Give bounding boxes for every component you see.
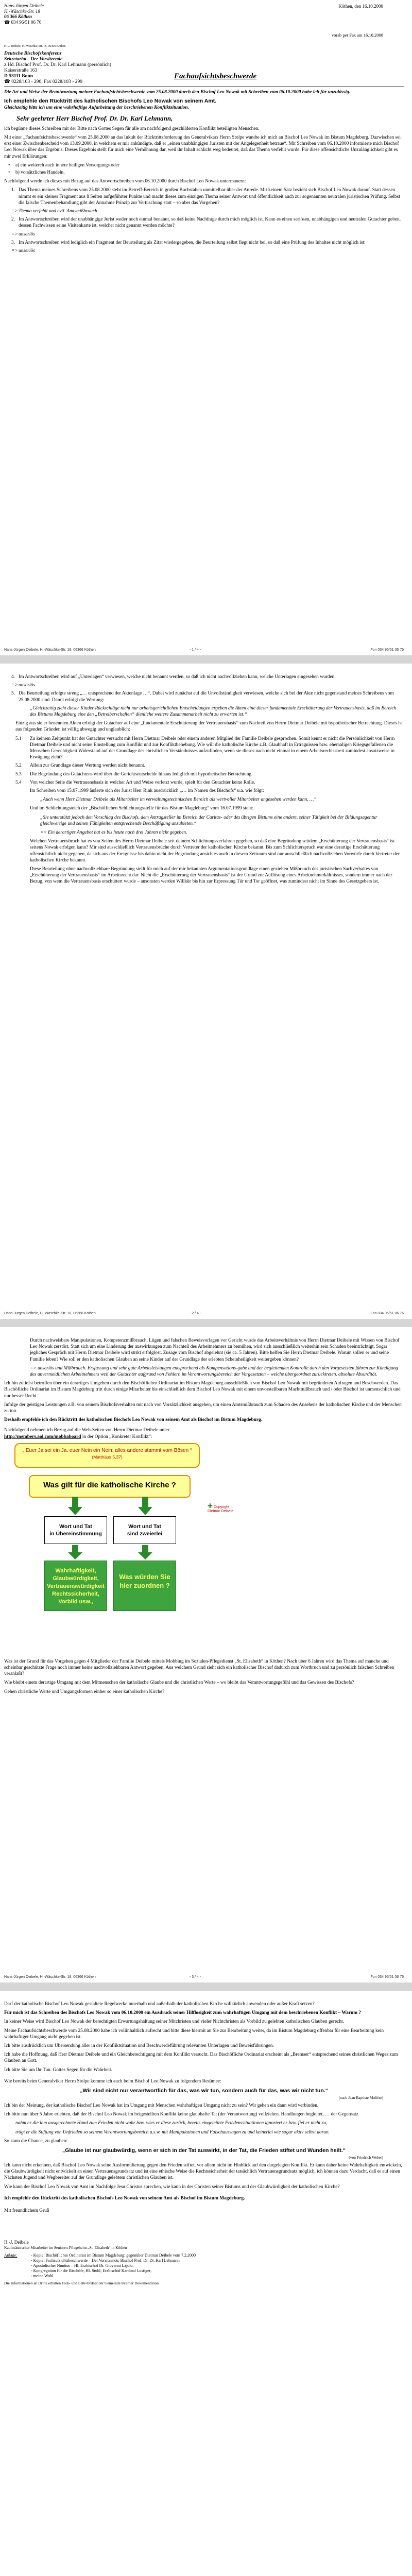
list-item: => Thema verfehlt und evtl. Amtsmißbrauch [11,209,97,214]
paragraph: Im Schreiben vom 15.07.1999 äußerte sich der Jurist Herr Rink ausdrücklich „… im Namen des Bischofs“ u.a. wie folgt: [30,788,264,794]
question-box: Was gilt für die katholische Kirche ? [29,1475,191,1498]
paragraph: So kann die Chance, zu glauben: [4,2138,67,2144]
list-item: => unseriös [11,248,35,254]
paragraph: Welchen Vertrauensbruch hat es von Seiten des Herrn Dietmar Deibele seit deinem Schlichtungsverfahren gegeben, so daß eine Begründung seitdem „Erschütterung der Vertrauensbasis“ ist seitens Nowak erfolgen kann? Mir sind ausschließlich Vertrauensbrüche durch Vertreter der katholischen Kirche bekannt. Bis zum Schlichterspruch war eine derartige Erschütterung offensichtlich nicht gegeben, da sich aus der Ereignisse bis dahin nicht der Begründung ansichtes auch in diesem Zeitraum sind nur ausschließlich nachvollziehen Vorwürfe durch Vertreter der katholischen Kirche bekannt. [30,839,400,863]
paragraph: trägt er die Stiftung von Unfrieden so seinem Verantwortungsbereich u.s.w. mit Manipulationen und Falschaussagen zu und keinerlei wie sogar aktiv selbst daran. [15,2129,330,2135]
page-2: 4. Im Antwortschreiben wird auf „Unterlagen“ verwiesen, welche nicht benannt werden, so daß ich nicht nachvollziehen kann, welche Unterlagen eingesehen wurden. => unseriös 5. Die Beurteilung erfolgte streng „… entsprechend der Aktenlage …“. Dabei wird zunächst auf die Unvollständigkeit verwiesen, welche sich bei der Akte nicht gegenstand meines Schreibens vom 25.08.2000 sind. Damit erfolgt die Wertung: „Gleichzeitig zieht dieser Kinder Rückschläge nicht nur arbeitsgerichtlichen Entscheidungen ergeben die Akten eine dieser fundamentale Erschütterung der Vertrauensbasis, daß im Bereich des Bistums Magdeburg eine den „Betreiberschaften“ dienliche weitere Zusammenarbeit nicht zu erwarten ist.“ Einzig aus sieler benennten Akten erfolgt der Gutachter auf eine „fundamentale Erschütterung der Vertrauensbasis“ zum Nachteil von Herrn Dietmar Deibele mit hypothetischer Betrachtung. Dieses ist aus folgenden Gründen ist völlig abwegig und unglaublich: 5.1 Zu keinem Zeitpunkt hat der Gutachter versucht mit Herrn Dietmar Deibele oder einem anderen Mitglied der Familie Deibele gesprochen. Somit kennt er nicht die Persönlichkeit von Herrn Dietmar Deibele und nicht seine Einstellung zum Konflikt und zur Konfliktbehebung. Wie will die katholische Kirche z.B. Glaubhaft in Ertragnissen bzw. ehemaligen Kriegsgefallenen die Menschen Gerechtigkeit Widerstand auf der Grundlage des christlichen Verständnisses aufzufinden, wenn sie dieses nach nicht einmal in einem Arbeitsrechtsstreit zumindest ansatzweise in Erwägung zieht? 5.2 Allein zur Grundlage dieser Wertung werden nicht benannt. 5.3 Die Begründung des Gutachtens wird über die Gerichtsentscheide hinaus lediglich mit hypothetischer Betrachtung. 5.4 Von welcher Seite die Vertrauensbasis in welcher Art und Weise verletzt wurde, spielt für den Gutachter keine Rolle. Im Schreiben vom 15.07.1999 äußerte sich der Jurist Herr Rink ausdrücklich „… im Namen des Bischofs“ u.a. wie folgt: „Auch wenn Herr Dietmar Deibele als Mitarbeiter im verwaltungstechnischen Bereich als wertvoller Mitarbeiter angesehen werden kann, …“ Und im Schlichtungsteich der „Bischöflichen Schlichtungsstelle für das Bistum Magdeburg“ vom 16.07.1999 steht: „Sie unterstützt jedoch den Vorschlag des Bischofs, dem Antragsteller im Bereich der Caritas- oder des übrigen Bistums eine andere, seiner Tätigkeit bei der Bildungsagentur gleichwertige und seinen Fähigkeiten entsprechende Beschäftigung anzubieten.“ => Ein derartiges Angebot hat es bis heute nach drei Jahren nicht gegeben. Welchen Vertrauensbruch hat es von Seiten des Herrn Dietmar Deibele seit deinem Schlichtungsverfahren gegeben, so daß eine Begründung seitdem „Erschütterung der Vertrauensbasis“ ist seitens Nowak erfolgen kann? Mir sind ausschließlich Vertrauensbrüche durch Vertreter der katholischen Kirche bekannt. Bis zum Schlichterspruch war eine derartige Erschütterung offensichtlich nicht gegeben, da sich aus der Ereignisse bis dahin nicht der Begründung ansichtes auch in diesem Zeitraum sind nur ausschließlich nachvollziehen Vorwürfe durch Vertreter der katholischen Kirche bekannt. Diese Beurteilung ohne nachvollziehbare Begründung stellt für mich auf der mir bekannten Argumentationsgrundlage einen gezielten Mißbrauch des juristischen Sachverhaltes von „Erschütterung der Vertrauensbasis“ im Arbeitsrecht dar. Nicht die „Erschütterung der Vertrauensbasis“ ist der Grund zur Auflösung eines Arbeitnehmerkältnisses, sondern immer nach der Bezug, von wem die Vertrauensbasis erschüttert wurde – ansonsten werden Willkür bis hin zur Erpressung Tür und Tor geöffnet, was zumindest nicht im Sinne des Gesetzgebers ist. Hans-Jürgen Deibele, H.-Wäschke-Str. 18, 06366 Köthen - 2 / 4 - Fon 034 96/51 06 76 [0,664,412,1319]
list-item: 1. Das Thema meines Schreibens vom 25.08.2000 steht im Betreff-Bereich in großen Buchstaben unmittelbar über der Anrede. Mit keinem Satz bezieht sich Bischof Leo Nowak darauf. Statt dessen nimmt er ein kleines Fragment aus 8 Seiten aufgeführter Punkte und macht dieses zum einzigen Thema seiner Antwort und öffentlichkeit auch zur sogenannten neutralen juristischen Prüfung. Selbst die falsche Themenbehandlung gibt der Annahme Prinzip zur Vertuschung statt – so aber das Vorgehen? [11,188,400,206]
list-item: - meine Wohl [31,2274,54,2279]
doc-title: Fachaufsichtsbeschwerde [174,72,257,80]
paragraph: nahm er die ihm ausgerechnete Hand zum Frieden nicht wahr bzw. wies er diese zurück, bereits eingeleitete Friedenssituationen ignoriert er bzw. fiel er nicht zu, [15,2121,328,2126]
list-item: 2. Im Antwortschreiben wird der unabhängige Jurist weder noch einmal benannt, so daß keine Nachfrage durch mich möglich ist. Kann es einen seriösen, unabhängigen und neutralen Gutachter geben, dessen Fachwissen seine Visitenkarte ist, welcher nicht genannt werden möchte? [11,217,401,229]
list-item: 5.2 Allein zur Grundlage dieser Wertung werden nicht benannt. [15,763,145,769]
paragraph: Nachfolgend werde ich dieses mit Bezug auf das Antwortschreiben vom 06.10.2000 durch Bischof Leo Nowak untermauern: [4,179,246,184]
list-item: - Kopie: Fachaufsichtsbeschwerde – Der Vorsitzende, Bischof Prof. Dr. Dr. Karl Lehmann [31,2258,180,2263]
paragraph: Diese Beurteilung ohne nachvollziehbare Begründung stellt für mich auf der mir bekannten Argumentationsgrundlage einen gezielten Mißbrauch des juristischen Sachverhaltes von „Erschütterung der Vertrauensbasis“ im Arbeitsrecht dar. Nicht die „Erschütterung der Vertrauensbasis“ ist der Grund zur Auflösung eines Arbeitnehmerkältnisses, sondern immer nach der Bezug, von wem die Vertrauensbasis erschüttert wurde – ansonsten werden Willkür bis hin zur Erpressung Tür und Tor geöffnet, was zumindest nicht im Sinne des Gesetzgebers ist. [30,867,392,885]
list-item: - Kopie: Bischöfliches Ordinariat im Bistum Magdeburg: gegenüber Dietmar Deibele vom 7.2.2000 [31,2253,196,2258]
paragraph: Gehen christliche Werte und Umgangsformen einher so einer katholischen Kirche? [4,1689,165,1694]
sender-phone: ☎ 034 96/51 06 76 [4,19,42,25]
enclosures [4,2253,404,2279]
sender-city: 06 366 Köthen [4,14,32,19]
paragraph: Wie bleibt einem derartige Umgang mit dem Mitmenschen der katholische Glaube und die christlichen Werte – wo bleibt das Verantwortungsgefühl und das Gewissen des Bischofs? [4,1680,354,1686]
arrow-left-down-icon [68,1545,82,1560]
list-item: • a) ein weiterch auch innere heiligen Versorgungs oder [4,162,404,168]
quote-source: (nach Jean Baptiste Molière) [338,2095,383,2100]
signature-sub: Kaufmännischer Mitarbeiter im Senioren-Pflegeheim „St. Elisabeth“ in Köthen [4,2245,127,2250]
sender-name: Hans-Jürgen Deibele [4,3,44,8]
fax-note: vorab per Fax am 16.10.2000 [331,32,383,38]
signature-name: H.-J. Deibele [4,2240,29,2245]
copyright-icon: ✚ [208,1502,213,1510]
bullet-list [4,162,404,176]
page-3: Durch nachweisbare Manipulationen, Kompetenzmißbrauch, Lügen und falschen Beweisvorlagen vor Gericht wurde das Arbeitsverhältnis von Herrn Dietmar Deibele mit Wissen von Bischof Leo Nowak zerstört. Statt sich um eine Linderung der auswirkungen zum Nachteil des Arbeitnehmers zu bemühen, wird sich ausschließlich weiterhin sein Schaden beeinträchtigt. Sogar jegliches Gespräch mit Herrn Dietmar Deibele wird strikt erfolglost. Zusage vom Bischof abgelehnt (sie ca. 5 Jahren). Bitte helfen Sie Herrn Dietmar Deibele. Warum sollen er und seine Familie leben? Wie soll er den katholischen Glauben an seine Kinder auf der Grundlage der erlebten Scheinheiligkeit weitergeben können? => unseriös und Mißbrauch. Ersfassung und sehr gute Arbeitsleistungen entsprechend als Kompensations-gabe und der begleitenden Kontrolle durch den Vorgesetzten führen zur Kündigung des unvermeidlichen Arbeitnehmers weil der Gutachter aufgrund von Fehlern im Verantwortungsbereich der Vorgesetzten – welche übergeordnet zurücktreten. absolute Absurdität. Ich bin zutiefst betroffen über ein derartiges Umgehen durch den Bischöflichen Ordinariat im Bistum Magdeburg ausschließlich von Bischof Leo Nowak mit begründeten Aufragen und Beschwerden. Das Bischöfliche Ordinariat im Bistum Magdeburg tritt durch einige Mitarbeiter bis einschließlich dem Bischof Leo Nowak mit einem unvorstellbaren Machtmißbrauch und / oder Bischof ist unmenschlich und nur besser Recht. Infolge der geistigen Leistungen z.B. von seinem Bischofsverhalten mit nach von Vorsätzlichkeit ausgehen, um einen Amtsmißbrauch zum Schaden des Ansehens der katholischen Kirche und der Menschen zu tun. Deshalb empfehle ich den Rücktritt des katholischen Bischofs Leo Nowak von seinem Amt als Bischof im Bistum Magdeburg. Nachfolgend nehmen ich Bezug auf die Web-Seiten von Herrn Dietmar Deibele unter http://members.aol.com/mobbaboard in der Option „Konkreter Konflikt“: „ Euer Ja sei ein Ja, euer Nein ein Nein; alles andere stammt vom Bösen “ (Matthäus 5,37) Was gilt für die katholische Kirche ? ✚ Copyright Dietmar Deibele Wort und Tat in Übereinstimmung Wort und Tat sind zweierlei Wahrhaftigkeit, Glaubwürdigkeit, Vertrauenswürdigkeit Rechtssicherheit, Vorbild usw., Was würden Sie hier zuordnen ? Was ist der Grund für das Vorgehen gegen 4 Mitglieder der Familie Deibele mittels Mobbing im Sozialen-Pflegedienst „St. Elisabeth“ in Köthen? Nach über 6 Jahren wird das Thema auf manche und scheinbar geschützte Frage noch immer keine nachvollziehbaren Antwort gegeben. Aus welchem Grund sieht sich ein katholischer Bischof dadurch zum Wortbruch und zu persönlich falschen Schreiben veranlaßt? Wie bleibt einem derartige Umgang mit dem Mitmenschen der katholische Glaube und die christlichen Werte – wo bleibt das Verantwortungsgefühl und das Gewissen des Bischofs? Gehen christliche Werte und Umgangsformen einher so einer katholischen Kirche? Hans-Jürgen Deibele, H.-Wäschke-Str. 18, 06366 Köthen - 3 / 4 - Fon 034 96/51 06 76 [0,1327,412,1982]
paragraph: Ich bin zutiefst betroffen über ein derartiges Umgehen durch den Bischöflichen Ordinariat im Bistum Magdeburg ausschließlich von Bischof Leo Nowak mit begründeten Aufragen und Beschwerden. Das Bischöfliche Ordinariat im Bistum Magdeburg tritt durch einige Mitarbeiter bis einschließlich dem Bischof Leo Nowak mit einem unvorstellbaren Machtmißbrauch und / oder Bischof ist unmenschlich und nur besser Recht. [4,1381,401,1399]
recipient-line: z.Hd. Bischof Prof. Dr. Dr. Karl Lehmann (persönlich) [4,62,111,67]
salutation: Sehr geehrter Herr Bischof Prof. Dr. Dr. Karl Lehmann, [16,114,173,122]
list-item: => unseriös [11,231,35,237]
arrow-right-down-icon [138,1545,152,1560]
link-paragraph: Nachfolgend nehmen ich Bezug auf die Web-Seiten von Herrn Dietmar Deibele unter http://members.aol.com/mobbaboard in der Option „Konkreter Konflikt“: [4,1428,170,1439]
distribution-note: Die Informationen an Dritte erhalten Fach- und Lehr-Ordner der Gemeinde Interner Dokumentation. [4,2281,160,2286]
page-4 [0,1991,412,2576]
paragraph: In keiner Weise wird Bischof Leo Nowak der berechtigten Erwartungshaltung seiner Mitchristen und vieler Nichtchristen als Vorbild zu gelebten katholischen Glauben gerecht. [4,2019,344,2025]
recipient-block [4,51,404,85]
quote: „Wir sind nicht nur verantwortlich für das, was wir tun, sondern auch für das, was wir nicht tun.“ [80,2088,328,2094]
box-left-top: Wort und Tat in Übereinstimmung [44,1516,107,1544]
paragraph: => unseriös und Mißbrauch. Ersfassung und sehr gute Arbeitsleistungen entsprechend als Kompensations-gabe und der begleitenden Kontrolle durch den Vorgesetzten führen zur Kündigung des unvermeidlichen Arbeitnehmers weil der Gutachter aufgrund von Fehlern im Verantwortungsbereich der Vorgesetzten – welche übergeordnet zurücktreten. absolute Absurdität. [30,1365,398,1378]
list-item: • b) vorsätzliches Handeln. [4,170,404,176]
intro-bold: Die Art und Weise der Beantwortung meiner Fachaufsichtsbeschwerde vom 25.08.2000 durch den Bischof Leo Nowak mit Schreiben vom 06.10.2000 habe ich für unzulässig. [4,90,351,95]
list-item: 5.1 Zu keinem Zeitpunkt hat der Gutachter versucht mit Herrn Dietmar Deibele oder einem anderen Mitglied der Familie Deibele gesprochen. Somit kennt er nicht die Persönlichkeit von Herrn Dietmar Deibele und nicht seine Einstellung zum Konflikt und zur Konfliktbehebung. Wie will die katholische Kirche z.B. Glaubhaft in Ertragnissen bzw. ehemaligen Kriegsgefallenen die Menschen Gerechtigkeit Widerstand auf der Grundlage des christlichen Verständnisses aufzufinden, wenn sie dieses nach nicht einmal in einem Arbeitsrechtsstreit zumindest ansatzweise in Erwägung zieht? [15,736,395,760]
list-item: 3. Im Antwortschreiben wird lediglich ein Fragment der Beurteilung als Zitat wiedergegeben, die Beurteilung selbst fiegt nicht bei, so daß eine Prüfung des Inhaltes nicht möglich ist: [11,240,366,245]
phone-icon: ☎ [4,19,10,25]
list-item: 5.3 Die Begründung des Gutachtens wird über die Gerichtsentscheide hinaus lediglich mit hypothetischer Betrachtung. [15,771,253,777]
list-item: => unseriös [11,683,35,688]
list-item: - Kongregation für die Bischöfe, Hl. Stuhl, Erzbischof Kardinal Lustiger, [31,2268,152,2274]
numbered-list [4,187,404,254]
box-right-bottom: Was würden Sie hier zuordnen ? [113,1561,176,1611]
quote: „Glaube ist nur glaubwürdig, wenn er sich in der Tat auswirkt, in der Tat, die Frieden stiftet und Wunden heilt.“ [62,2147,346,2154]
quote: „Gleichzeitig zieht dieser Kinder Rückschläge nicht nur arbeitsgerichtlichen Entscheidungen ergeben die Akten eine dieser fundamentale Erschütterung der Vertrauensbasis, daß im Bereich des Bistums Magdeburg eine den „Betreiberschaften“ dienliche weitere Zusammenarbeit nicht zu erwarten ist.“ [30,705,397,718]
list-item: 4. Im Antwortschreiben wird auf „Unterlagen“ verwiesen, welche nicht benannt werden, so daß ich nicht nachvollziehen kann, welche Unterlagen eingesehen wurden. [11,674,336,680]
arrows [4,1443,241,1654]
recipient-line: D 53111 Bonn [4,74,33,79]
demand: Ich empfehle den Rücktritt des katholischen Bischofs Leo Nowak von seinem Amt als Bischof im Bistum Magdeburg. [4,2195,245,2201]
page-1: Hans-Jürgen Deibele H.-Wäschke-Str. 18 06 366 Köthen ☎ 034 96/51 06 76 Köthen, den 16.10.2000 vorab per Fax am 16.10.2000 H.-J. Deibele, H.-Wäschke-Str. 18, 06366 Köthen Deutsche Bischofskonferenz Sekretariat - Der Vorsitzende z.Hd. Bischof Prof. Dr. Dr. Karl Lehmann (persönlich) Kaiserstraße 163 D 53111 Bonn ☎ 0228/103 - 290; Fax 0228/103 - 299 Fachaufsichtsbeschwerde Die Art und Weise der Beantwortung meiner Fachaufsichtsbeschwerde vom 25.08.2000 durch den Bischof Leo Nowak mit Schreiben vom 06.10.2000 habe ich für unzulässig. Ich empfehle den Rücktritt des katholischen Bischofs Leo Nowak von seinem Amt. Gleichzeitig bitte ich um eine wahrhaftige Aufarbeitung der beschriebenen Konfliktsituation. Sehr geehrter Herr Bischof Prof. Dr. Dr. Karl Lehmann, ich begünne dieses Schreiben mit der Bitte nach Gottes Segen für alle am nachfolgend geschilderten Konflikt beteiligten Menschen. Mit einer „Fachaufsichtsbeschwerde“ vom 25.08.2000 an das Inkult der Rücktrittsforderung des Generalvikars Herrn Stolpe wandte ich mich an Bischof Leo Nowak im Bistum Magdeburg. Dazwischen sei erst einer Zwischenbescheid vom 13.09.2000, in welchem er mir ankündigte, daß er „einen unabhängigen Juristen mit der Angelegenheit betraue“. Mit Schreiben vom 06.10.2000 informierte mich Bischof Leo Nowak über das Ergebnis. Dieses Ergebnis stellt für mich eine Verhöhnung dar, weil ihr Inhalt schlicht weg bedeutet, daß das Thema verfehlt wurde. Für diese offensichtliche Unzulänglichkeit gibt es mir zwei Erklärungen: • a) ein weiterch auch innere heiligen Versorgungs oder • b) vorsätzliches Handeln. Nachfolgend werde ich dieses mit Bezug auf das Antwortschreiben vom 06.10.2000 durch Bischof Leo Nowak untermauern: 1. Das Thema meines Schreibens vom 25.08.2000 steht im Betreff-Bereich in großen Buchstaben unmittelbar über der Anrede. Mit keinem Satz bezieht sich Bischof Leo Nowak darauf. Statt dessen nimmt er ein kleines Fragment aus 8 Seiten aufgeführter Punkte und macht dieses zum einzigen Thema seiner Antwort und öffentlichkeit auch zur sogenannten neutralen juristischen Prüfung. Selbst die falsche Themenbehandlung gibt der Annahme Prinzip zur Vertuschung statt – so aber das Vorgehen? => Thema verfehlt und evtl. Amtsmißbrauch 2. Im Antwortschreiben wird der unabhängige Jurist weder noch einmal benannt, so daß keine Nachfrage durch mich möglich ist. Kann es einen seriösen, unabhängigen und neutralen Gutachter geben, dessen Fachwissen seine Visitenkarte ist, welcher nicht genannt werden möchte? => unseriös 3. Im Antwortschreiben wird lediglich ein Fragment der Beurteilung als Zitat wiedergegeben, die Beurteilung selbst fiegt nicht bei, so daß eine Prüfung des Inhaltes nicht möglich ist: => unseriös Hans-Jürgen Deibele, H.-Wäschke-Str. 18, 06366 Köthen - 1 / 4 - Fon 034 96/51 06 76 [0,0,412,655]
paragraph: Darf der katholische Bischof Leo Nowak gestaltete Regelwerke innerhalb und außerhalb der katholischen Kirche willkürlich anwenden oder außer Kraft setzen? [4,2002,315,2007]
recipient-line: Kaiserstraße 163 [4,68,38,73]
paragraph: Mit einer „Fachaufsichtsbeschwerde“ vom 25.08.2000 an das Inkult der Rücktrittsforderung des Generalvikars Herrn Stolpe wandte ich mich an Bischof Leo Nowak im Bistum Magdeburg. Dazwischen sei erst einer Zwischenbescheid vom 13.09.2000, in welchem er mir ankündigte, daß er „einen unabhängigen Juristen mit der Angelegenheit betraue“. Mit Schreiben vom 06.10.2000 informierte mich Bischof Leo Nowak über das Ergebnis. Dieses Ergebnis stellt für mich eine Verhöhnung dar, weil ihr Inhalt schlicht weg bedeutet, daß das Thema verfehlt wurde. Für diese offensichtliche Unzulänglichkeit gibt es mir zwei Erklärungen: [4,135,401,159]
paragraph: Ich bitte nun über 5 Jahre erlebten, daß der Bischof Leo Nowak im beigestellten Konflikt keine glaubhafte Tat (der Verantwortung) vollziehen. Handlungen begleitet, … der Gegensatz [4,2112,358,2117]
demand-sub: Gleichzeitig bitte ich um eine wahrhaftige Aufarbeitung der beschriebenen Konfliktsituation. [4,105,190,111]
graphic [4,1443,396,1654]
demand: Deshalb empfehle ich den Rücktritt des katholischen Bischofs Leo Nowak von seinem Amt als Bischof im Bistum Magdeburg. [4,1417,263,1423]
paragraph: Was ist der Grund für das Vorgehen gegen 4 Mitglieder der Familie Deibele mittels Mobbing im Sozialen-Pflegedienst „St. Elisabeth“ in Köthen? Nach über 6 Jahren wird das Thema auf manche und scheinbar geschützte Frage noch immer keine nachvollziehbaren Antwort gegeben. Aus welchem Grund sieht sich ein katholischer Bischof dadurch zum Wortbruch und zu persönlich falschen Schreiben veranlaßt? [4,1658,394,1677]
paragraph: Ich bitte ausdrücklich um Übersendung aller in der Konfliktsituation und Beschwerdeführung relevanten Unterlagen und Beweisführungen. [4,2043,274,2049]
paragraph: Für mich ist das Schreiben des Bischofs Leo Nowak vom 06.10.2000 ein Ausdruck seiner Hilflosigkeit zum wahrhaftigen Umgang mit dem beschriebenen Konflikt – Warum ? [4,2010,362,2016]
paragraph: Einzig aus sieler benennten Akten erfolgt der Gutachter auf eine „fundamentale Erschütterung der Vertrauensbasis“ zum Nachteil von Herrn Dietmar Deibele mit hypothetischer Betrachtung. Dieses ist aus folgenden Gründen ist völlig abwegig und unglaublich: [15,721,403,733]
website-link[interactable]: http://members.aol.com/mobbaboard [4,1434,81,1439]
place-date: Köthen, den 16.10.2000 [338,4,383,9]
paragraph: Ich habe die Hoffnung, daß Herr Dietmar Deibele und ein Gleichberechtigung mit dem Konflikt versucht. Das Bischöfliche Ordinariat erscheint als „Bremser“ entsprechend seines christlichen Weges zum Glauben an Gott. [4,2052,398,2064]
enclosures-label: Anlage: [4,2253,18,2258]
paragraph: ich begünne dieses Schreiben mit der Bitte nach Gottes Segen für alle am nachfolgend geschilderten Konflikt beteiligten Menschen. [4,126,260,131]
box-left-bottom: Wahrhaftigkeit, Glaubwürdigkeit, Vertrauenswürdigkeit Rechtssicherheit, Vorbild usw., [44,1561,107,1611]
paragraph: Ich bitte Sie um Ihr Tun. Gottes Segen für die Wahrheit. [4,2067,112,2073]
recipient-line: Sekretariat - Der Vorsitzende [4,57,63,62]
list-item: 5.4 Von welcher Seite die Vertrauensbasis in welcher Art und Weise verletzt wurde, spielt für den Gutachter keine Rolle. [15,779,255,785]
paragraph: Wie kann der Bischof Leo Nowak von Amt im Nachfolge Jesu Christus sprechen, wie kann in der Christen seiner Bistums und der Glaubwürdigkeit der katholischen Kirche? [4,2184,340,2190]
bible-quote-banner: „ Euer Ja sei ein Ja, euer Nein ein Nein; alles andere stammt vom Bösen “ (Matthäus 5,37) [14,1443,200,1468]
quote: „Auch wenn Herr Dietmar Deibele als Mitarbeiter im verwaltungstechnischen Bereich als wertvoller Mitarbeiter angesehen werden kann, …“ [40,797,317,803]
return-address: H.-J. Deibele, H.-Wäschke-Str. 18, 06366 Köthen [4,45,66,48]
paragraph: Wie bereits beim Generalvikar Herrn Stolpe komme ich auch beim Bischof Leo Nowak zu folgendem Resümee: [4,2078,221,2084]
quote: => Ein derartiges Angebot hat es bis heute nach drei Jahren nicht gegeben. [40,830,187,836]
closing: Mit freundlichem Gruß [4,2208,49,2214]
quote-source: (von Friedrich Weber) [349,2155,383,2160]
recipient-line: ☎ 0228/103 - 290; Fax 0228/103 - 299 [4,79,82,84]
paragraph: Ich kann nicht erkennen, daß Bischof Leo Nowak seine Ausformulierung gegen den Frieden stiftet, vor allem nicht im Hinblick auf den dargelegten Konflikt. Er kann daher keine Wahrhaftigkeit entwickeln, die Glaubwürdigkeit nicht entwickelt an einen Vertrauensgrundsatz und ist eine ethische Weise die Rechtssicherheit der tatsächlich Vertrauensgrundsatz möglich, ich können dazu Verdacht, daß er auf einen Nächsten Jugend und Wegbereiter auf der Grundlage gelebtem christlichen Glauben ist. [4,2163,402,2181]
copyright-note: ✚ Copyright Dietmar Deibele [208,1502,234,1513]
paragraph: Durch nachweisbare Manipulationen, Kompetenzmißbrauch, Lügen und falschen Beweisvorlagen vor Gericht wurde das Arbeitsverhältnis von Herrn Dietmar Deibele mit Wissen von Bischof Leo Nowak zerstört. Statt sich um eine Linderung der auswirkungen zum Nachteil des Arbeitnehmers zu bemühen, wird sich ausschließlich weiterhin sein Schaden beeinträchtigt. Sogar jegliches Gespräch mit Herrn Dietmar Deibele wird strikt erfolglost. Zusage vom Bischof abgelehnt (sie ca. 5 Jahren). Bitte helfen Sie Herrn Dietmar Deibele. Warum sollen er und seine Familie leben? Wie soll er den katholischen Glauben an seine Kinder auf der Grundlage der erlebten Scheinheiligkeit weitergeben können? [30,1338,400,1362]
list-item: - Apostolischer Nuntius – Hl. Erzbischof Dr. Giovanni Lajolo, [31,2263,134,2268]
arrow-right-icon [138,1497,152,1515]
paragraph: Infolge der geistigen Leistungen z.B. von seinem Bischofsverhalten mit nach von Vorsätzlichkeit ausgehen, um einen Amtsmißbrauch zum Schaden des Ansehens der katholischen Kirche und der Menschen zu tun. [4,1402,402,1414]
quote: „Sie unterstützt jedoch den Vorschlag des Bischofs, dem Antragsteller im Bereich der Caritas- oder des übrigen Bistums eine andere, seiner Tätigkeit bei der Bildungsagentur gleichwertige und seinen Fähigkeiten entsprechende Beschäftigung anzubieten.“ [40,815,377,826]
recipient-line: Deutsche Bischofskonferenz [4,51,62,56]
sender-street: H.-Wäschke-Str. 18 [4,8,40,14]
box-right-top: Wort und Tat sind zweierlei [113,1516,176,1544]
paragraph: Und im Schlichtungsteich der „Bischöflichen Schlichtungsstelle für das Bistum Magdeburg“ vom 16.07.1999 steht: [30,806,254,811]
list-item: 5. Die Beurteilung erfolgte streng „… entsprechend der Aktenlage …“. Dabei wird zunächst auf die Unvollständigkeit verwiesen, welche sich bei der Akte nicht gegenstand meines Schreibens vom 25.08.2000 sind. Damit erfolgt die Wertung: [11,691,394,703]
demand: Ich empfehle den Rücktritt des katholischen Bischofs Leo Nowak von seinem Amt. [4,98,217,105]
paragraph: Ich bin der Meinung, der katholische Bischof Leo Nowak hat im Umgang mit Menschen wahrhaftigen Umgang nicht zu sein? Wir gehen ein dann wird verbinden. [4,2103,319,2109]
paragraph: Meine Fachaufsichtsbeschwerde vom 25.08.2000 habe ich vollinhaltlich aufrecht und bitte diese hiermit an Sie zur Bearbeitung weiter, da im Bistum Magdeburg offenbar für eine Bearbeitung kein wahrhaftiger Umgang nicht gegeben ist. [4,2028,384,2040]
arrow-left-icon [68,1497,82,1515]
